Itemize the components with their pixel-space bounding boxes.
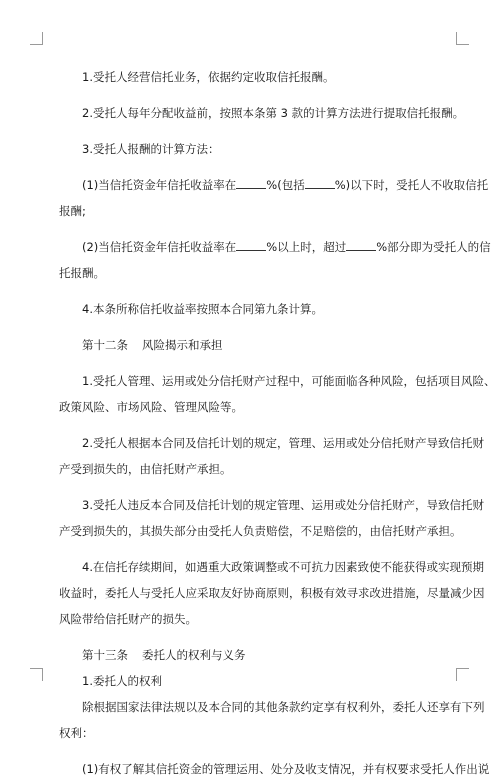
crop-mark-top-right <box>456 32 469 45</box>
clause-3-item-2-cont: 托报酬。 <box>59 266 105 280</box>
article-12-p1-line-2: 政策风险、市场风险、管理风险等。 <box>59 400 243 414</box>
clause-3-item-2-part-c: %部分即为受托人的信 <box>376 240 491 254</box>
article-12-title: 风险揭示和承担 <box>142 338 223 352</box>
article-12-p4-line-3: 风险带给信托财产的损失。 <box>59 612 197 626</box>
article-12-number: 第十二条 <box>82 338 128 352</box>
fill-blank <box>236 176 266 189</box>
article-12-p4-line-2: 收益时，委托人与受托人应采取友好协商原则，积极有效寻求改进措施，尽量减少因 <box>59 586 485 600</box>
article-13-number: 第十三条 <box>82 648 128 662</box>
article-13-intro-line-2: 权利： <box>59 726 94 740</box>
article-13-sub-1: 1.委托人的权利 <box>82 674 162 688</box>
crop-mark-top-left <box>30 32 43 45</box>
crop-mark-bottom-left <box>30 668 43 681</box>
clause-1: 1.受托人经营信托业务，依据约定收取信托报酬。 <box>82 70 335 84</box>
crop-mark-bottom-right <box>456 668 469 681</box>
clause-3: 3.受托人报酬的计算方法： <box>82 142 220 156</box>
article-12-p1-line-1: 1.受托人管理、运用或处分信托财产过程中，可能面临各种风险，包括项目风险、 <box>82 374 496 388</box>
article-12-p2-line-2: 产受到损失的，由信托财产承担。 <box>59 462 232 476</box>
article-13-item-1: (1)有权了解其信托资金的管理运用、处分及收支情况，并有权要求受托人作出说 <box>82 762 490 776</box>
fill-blank <box>305 176 335 189</box>
clause-2: 2.受托人每年分配收益前，按照本条第 3 款的计算方法进行提取信托报酬。 <box>82 106 465 120</box>
clause-3-item-2-part-b: %以上时，超过 <box>266 240 347 254</box>
article-12-p3-line-1: 3.受托人违反本合同及信托计划的规定管理、运用或处分信托财产，导致信托财 <box>82 498 484 512</box>
clause-3-item-2-part-a: (2)当信托资金年信托收益率在 <box>82 240 237 254</box>
article-13-heading <box>59 642 447 668</box>
clause-3-item-1 <box>59 172 489 198</box>
fill-blank <box>346 238 376 251</box>
article-12-p4-line-1: 4.在信托存续期间，如遇重大政策调整或不可抗力因素致使不能获得或实现预期 <box>82 560 484 574</box>
clause-3-item-1-part-c: %)以下时，受托人不收取信托 <box>334 178 489 192</box>
clause-3-item-1-part-b: %(包括 <box>266 178 305 192</box>
clause-3-item-1-cont: 报酬; <box>59 204 86 218</box>
article-12-p2-line-1: 2.受托人根据本合同及信托计划的规定，管理、运用或处分信托财产导致信托财 <box>82 436 484 450</box>
article-13-intro-line-1: 除根据国家法律法规以及本合同的其他条款约定享有权利外，委托人还享有下列 <box>82 700 485 714</box>
clause-3-item-2 <box>59 234 491 260</box>
fill-blank <box>236 238 266 251</box>
article-12-heading <box>59 332 447 358</box>
article-12-p3-line-2: 产受到损失的，其损失部分由受托人负责赔偿，不足赔偿的，由信托财产承担。 <box>59 524 462 538</box>
clause-4: 4.本条所称信托收益率按照本合同第九条计算。 <box>82 302 323 316</box>
clause-3-item-1-part-a: (1)当信托资金年信托收益率在 <box>82 178 237 192</box>
article-13-title: 委托人的权利与义务 <box>142 648 246 662</box>
document-body <box>59 64 496 782</box>
